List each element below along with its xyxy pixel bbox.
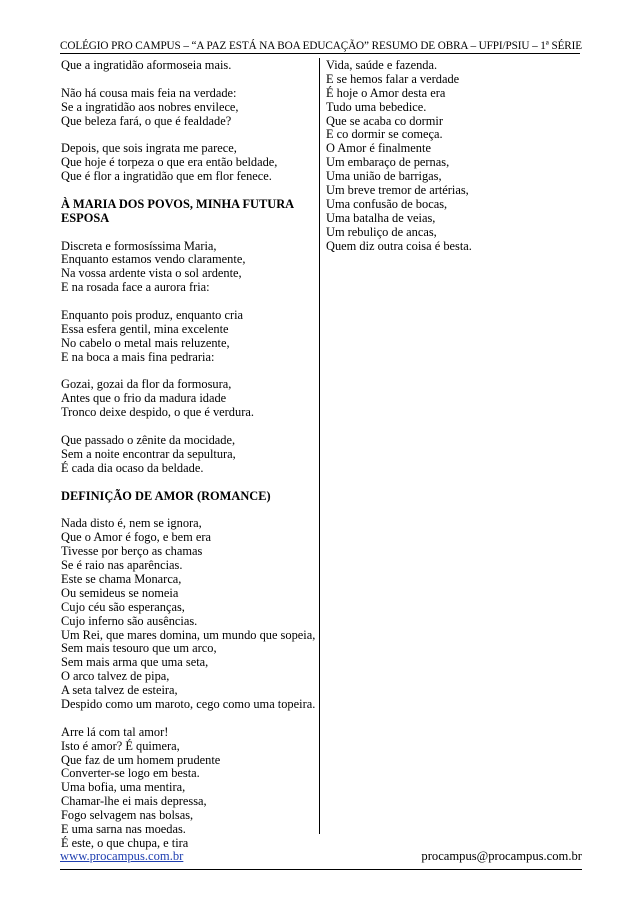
poem-title: À MARIA DOS POVOS, MINHA FUTURA <box>61 196 295 211</box>
column-divider <box>319 58 320 834</box>
verse-line: E na rosada face a aurora fria: <box>61 280 210 295</box>
verse-line: E uma sarna nas moedas. <box>61 821 186 836</box>
verse-line: Que se acaba co dormir <box>326 113 443 128</box>
verse-line: Não há cousa mais feia na verdade: <box>61 85 237 100</box>
verse-line: Que beleza fará, o que é fealdade? <box>61 113 232 128</box>
stanza-break <box>61 184 316 198</box>
verse-line: Sem mais arma que uma seta, <box>61 655 209 670</box>
verse-line: Essa esfera gentil, mina excelente <box>61 321 229 336</box>
verse-line: Vida, saúde e fazenda. <box>326 58 438 72</box>
stanza-break <box>61 295 316 309</box>
verse-line: Tivesse por berço as chamas <box>61 544 203 559</box>
verse-line: E se hemos falar a verdade <box>326 71 460 86</box>
verse-line: Um rebuliço de ancas, <box>326 224 437 239</box>
stanza-break <box>61 712 316 726</box>
verse-line: Que o Amor é fogo, e bem era <box>61 530 212 545</box>
email-address: procampus@procampus.com.br <box>421 849 582 863</box>
stanza-break <box>61 476 316 490</box>
verse-line: Gozai, gozai da flor da formosura, <box>61 377 232 392</box>
stanza-break <box>61 365 316 379</box>
verse-line: Arre lá com tal amor! <box>61 724 169 739</box>
verse-line: Despido como um maroto, cego como uma topeira. <box>61 696 316 711</box>
verse-line: Isto é amor? É quimera, <box>61 738 180 753</box>
verse-line: Se a ingratidão aos nobres envilece, <box>61 99 239 114</box>
verse-line: A seta talvez de esteira, <box>61 683 178 698</box>
verse-line: Ou semideus se nomeia <box>61 585 179 600</box>
verse-line: Converter-se logo em besta. <box>61 766 200 781</box>
verse-line: Fogo selvagem nas bolsas, <box>61 808 194 823</box>
verse-line: Antes que o frio da madura idade <box>61 391 227 406</box>
verse-line: Uma união de barrigas, <box>326 169 442 184</box>
verse-line: Que é flor a ingratidão que em flor fenece. <box>61 169 272 184</box>
verse-line: Depois, que sois ingrata me parece, <box>61 141 237 156</box>
verse-line: O arco talvez de pipa, <box>61 669 170 684</box>
verse-line: É hoje o Amor desta era <box>326 85 446 100</box>
verse-line: Sem a noite encontrar da sepultura, <box>61 446 236 461</box>
poem-title: ESPOSA <box>61 210 110 225</box>
verse-line: Discreta e formosíssima Maria, <box>61 238 217 253</box>
left-column <box>61 59 316 851</box>
verse-line: Que hoje é torpeza o que era então beldade, <box>61 155 278 170</box>
stanza-break <box>61 504 316 518</box>
verse-line: Nada disto é, nem se ignora, <box>61 516 202 531</box>
verse-line: Que faz de um homem prudente <box>61 752 221 767</box>
verse-line: Este se chama Monarca, <box>61 571 182 586</box>
stanza-break <box>61 226 316 240</box>
verse-line: E na boca a mais fina pedraria: <box>61 349 215 364</box>
verse-line: É este, o que chupa, e tira <box>61 835 189 850</box>
verse-line: Que passado o zênite da mocidade, <box>61 433 236 448</box>
verse-line: Tronco deixe despido, o que é verdura. <box>61 405 254 420</box>
verse-line: Uma bofia, uma mentira, <box>61 780 186 795</box>
verse-line: Chamar-lhe ei mais depressa, <box>61 794 207 809</box>
verse-line: E co dormir se começa. <box>326 127 443 142</box>
verse-line: Tudo uma bebedice. <box>326 99 427 114</box>
verse-line: Uma batalha de veias, <box>326 210 436 225</box>
verse-line: Que a ingratidão aformoseia mais. <box>61 58 232 72</box>
verse-line: Uma confusão de bocas, <box>326 196 448 211</box>
stanza-break <box>61 420 316 434</box>
verse-line: Enquanto pois produz, enquanto cria <box>61 308 244 323</box>
verse-line: Um embaraço de pernas, <box>326 155 450 170</box>
verse-line: Cujo inferno são ausências. <box>61 613 198 628</box>
verse-line: É cada dia ocaso da beldade. <box>61 460 204 475</box>
verse-line: Um breve tremor de artérias, <box>326 183 469 198</box>
page-footer <box>60 849 582 870</box>
poem-title: DEFINIÇÃO DE AMOR (ROMANCE) <box>61 488 271 503</box>
website-link[interactable]: www.procampus.com.br <box>60 849 184 863</box>
page-header: COLÉGIO PRO CAMPUS – “A PAZ ESTÁ NA BOA EDUCAÇÃO” RESUMO DE OBRA – UFPI/PSIU – 1ª SÉRIE <box>60 40 583 52</box>
verse-line: Quem diz outra coisa é besta. <box>326 238 472 253</box>
verse-line: Um Rei, que mares domina, um mundo que sopeia, <box>61 627 316 642</box>
right-column <box>326 59 566 253</box>
verse-line: Enquanto estamos vendo claramente, <box>61 252 246 267</box>
stanza-break <box>61 73 316 87</box>
verse-line: No cabelo o metal mais reluzente, <box>61 335 230 350</box>
verse-line: Cujo céu são esperanças, <box>61 599 185 614</box>
verse-line: Sem mais tesouro que um arco, <box>61 641 217 656</box>
verse-line: Na vossa ardente vista o sol ardente, <box>61 266 242 281</box>
stanza-break <box>61 128 316 142</box>
verse-line: O Amor é finalmente <box>326 141 431 156</box>
verse-line: Se é raio nas aparências. <box>61 558 183 573</box>
